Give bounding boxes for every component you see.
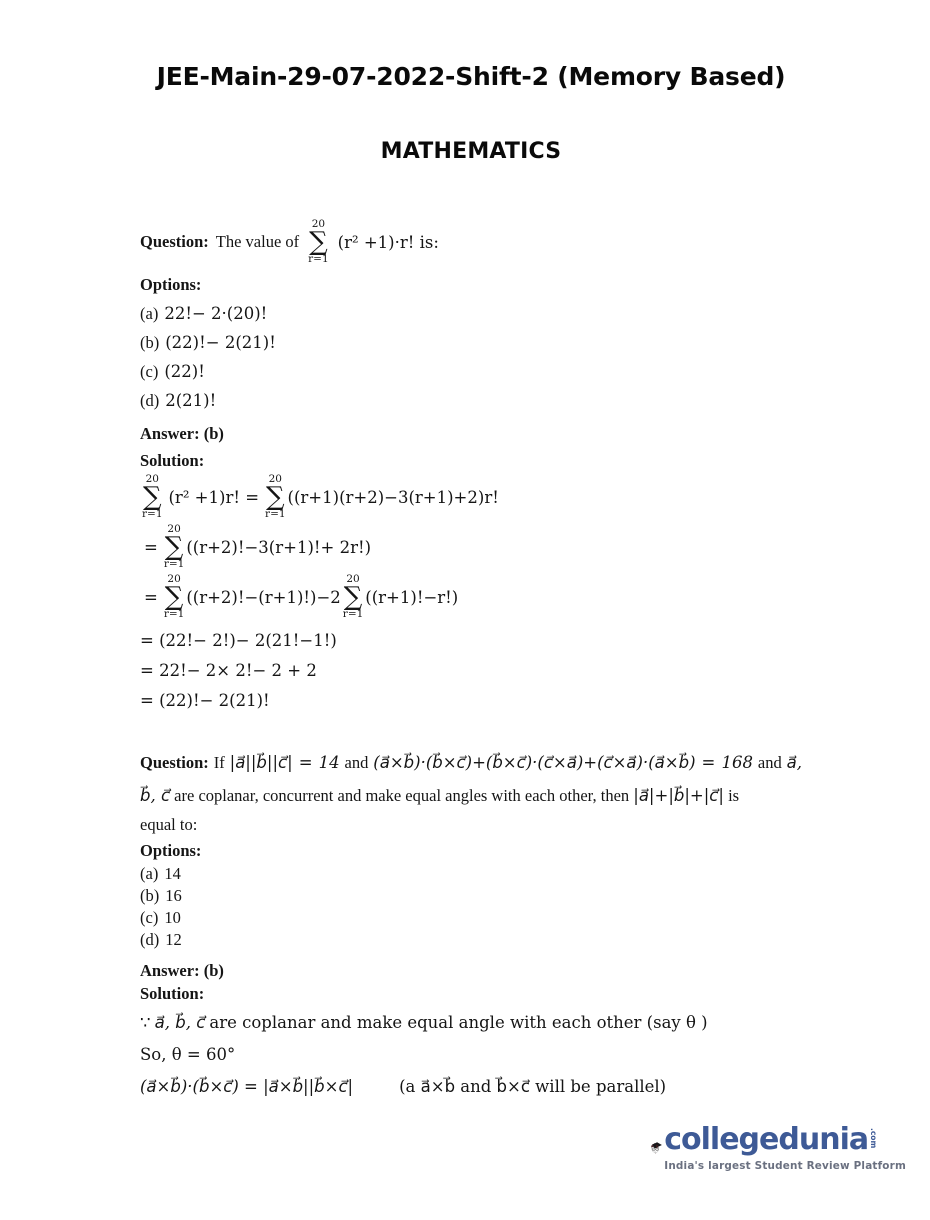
mascot-icon bbox=[650, 1106, 662, 1190]
q2-question-tail: equal to: bbox=[140, 815, 198, 834]
option-text: 14 bbox=[164, 864, 181, 883]
q2-text: and bbox=[757, 753, 782, 772]
option-text: 12 bbox=[165, 930, 182, 949]
q1-options-label: Options: bbox=[140, 275, 202, 294]
brand-row bbox=[664, 1121, 906, 1157]
summation-symbol: 20 ∑ r=1 bbox=[342, 573, 364, 621]
summation-symbol bbox=[308, 219, 329, 265]
q2-question-label: Question: bbox=[140, 753, 209, 772]
option-text: 2(21)! bbox=[165, 391, 217, 410]
q1-option-d bbox=[140, 390, 802, 411]
equation-note: (a a⃗×b⃗ and b⃗×c⃗ will be parallel) bbox=[399, 1077, 667, 1096]
option-key: (d) bbox=[140, 391, 160, 410]
q2-math-cross-products: (a⃗×b⃗)·(b⃗×c⃗)+(b⃗×c⃗)·(c⃗×a⃗)+(c⃗×a⃗)·(a⃗×b⃗) = 168 bbox=[373, 753, 753, 772]
q2-math-vectors: a⃗, b⃗, c⃗ bbox=[140, 753, 802, 805]
q2-text: and bbox=[344, 753, 369, 772]
sigma-glyph: ∑ bbox=[266, 481, 285, 512]
brand-wordmark: collegedunia bbox=[664, 1121, 869, 1157]
equation-text: ((r+2)!−(r+1)!)−2 bbox=[186, 587, 341, 607]
q2-question-paragraph bbox=[140, 746, 802, 812]
sigma-glyph: ∑ bbox=[343, 581, 363, 612]
option-key: (c) bbox=[140, 362, 159, 381]
sigma-glyph: ∑ bbox=[142, 481, 162, 512]
q1-solution-line-6: = (22)!− 2(21)! bbox=[140, 691, 270, 710]
q2-option-c bbox=[140, 907, 802, 929]
q2-math-magnitudes: |a⃗||b⃗||c⃗| = 14 bbox=[229, 753, 340, 772]
because-symbol: ∵ bbox=[140, 1013, 151, 1032]
sum-lower-limit: r=1 bbox=[308, 253, 329, 266]
q1-solution-line-2 bbox=[140, 522, 802, 572]
q1-solution-line-1 bbox=[140, 472, 802, 522]
question-1-section bbox=[140, 216, 802, 712]
equation-math: (a⃗×b⃗)·(b⃗×c⃗) = |a⃗×b⃗||b⃗×c⃗| bbox=[140, 1077, 354, 1096]
solution-text: are coplanar and make equal angle with each other (say θ ) bbox=[209, 1013, 708, 1032]
option-key: (b) bbox=[140, 333, 160, 352]
q1-solution-line-4: = (22!− 2!)− 2(21!−1!) bbox=[140, 631, 337, 650]
q2-solution-line-2: So, θ = 60° bbox=[140, 1045, 236, 1064]
q1-solution-line-3 bbox=[140, 572, 802, 622]
option-key: (a) bbox=[140, 864, 159, 883]
q2-options-label: Options: bbox=[140, 841, 202, 860]
q2-solution-line-3 bbox=[140, 1073, 802, 1101]
collegedunia-logo bbox=[650, 1102, 906, 1194]
q1-solution-label: Solution: bbox=[140, 451, 205, 470]
q2-option-d bbox=[140, 929, 802, 951]
equals-sign: = bbox=[144, 537, 158, 557]
q2-text: are coplanar, concurrent and make equal angles with each other, then bbox=[174, 786, 630, 805]
option-text: 22!− 2·(20)! bbox=[164, 304, 268, 323]
q1-question-math: (r² +1)·r! is: bbox=[337, 232, 439, 252]
equation-text: ((r+1)!−r!) bbox=[365, 587, 459, 607]
option-key: (a) bbox=[140, 304, 159, 323]
sigma-glyph: ∑ bbox=[164, 531, 184, 562]
equation-text: (r² +1)r! = bbox=[168, 487, 260, 507]
logo-text-block bbox=[664, 1121, 906, 1172]
q1-answer-label: Answer: (b) bbox=[140, 424, 224, 443]
q1-option-a bbox=[140, 303, 802, 324]
option-text: (22)!− 2(21)! bbox=[165, 333, 276, 352]
q2-option-a bbox=[140, 863, 802, 885]
option-text: 10 bbox=[164, 908, 181, 927]
q2-option-b bbox=[140, 885, 802, 907]
q1-question-pre: The value of bbox=[215, 232, 300, 251]
q1-option-c bbox=[140, 361, 802, 382]
q2-math-sum-magnitudes: |a⃗|+|b⃗|+|c⃗| bbox=[633, 786, 724, 805]
summation-symbol: 20 ∑ r=1 bbox=[265, 473, 286, 521]
q2-text: is bbox=[728, 786, 740, 805]
subject-heading: MATHEMATICS bbox=[380, 139, 562, 164]
q1-question-label: Question: bbox=[140, 232, 209, 251]
brand-tagline: India's largest Student Review Platform bbox=[664, 1159, 906, 1172]
option-key: (d) bbox=[140, 930, 160, 949]
sum-upper-limit: 20 bbox=[311, 218, 326, 231]
q1-solution-line-5: = 22!− 2× 2!− 2 + 2 bbox=[140, 661, 317, 680]
q2-solution-line-1 bbox=[140, 1009, 802, 1037]
q2-answer-label: Answer: (b) bbox=[140, 961, 224, 980]
summation-symbol: 20 ∑ r=1 bbox=[142, 473, 163, 521]
question-2-section bbox=[140, 746, 802, 1101]
option-text: (22)! bbox=[164, 362, 205, 381]
q1-question-line bbox=[140, 216, 802, 268]
equals-sign: = bbox=[144, 587, 158, 607]
sigma-glyph: ∑ bbox=[164, 581, 184, 612]
page-title: JEE-Main-29-07-2022-Shift-2 (Memory Based) bbox=[156, 62, 786, 91]
option-key: (b) bbox=[140, 886, 160, 905]
q1-option-b bbox=[140, 332, 802, 353]
summation-symbol: 20 ∑ r=1 bbox=[163, 523, 185, 571]
sigma-glyph: ∑ bbox=[309, 226, 328, 257]
equation-text: ((r+2)!−3(r+1)!+ 2r!) bbox=[186, 537, 372, 557]
q2-solution-label: Solution: bbox=[140, 984, 205, 1003]
summation-symbol: 20 ∑ r=1 bbox=[163, 573, 185, 621]
equation-text: ((r+1)(r+2)−3(r+1)+2)r! bbox=[287, 487, 499, 507]
option-text: 16 bbox=[165, 886, 182, 905]
q2-text: If bbox=[213, 753, 225, 772]
vectors-math: a⃗, b⃗, c⃗ bbox=[154, 1013, 206, 1032]
brand-tld: .com bbox=[869, 1127, 879, 1148]
option-key: (c) bbox=[140, 908, 159, 927]
